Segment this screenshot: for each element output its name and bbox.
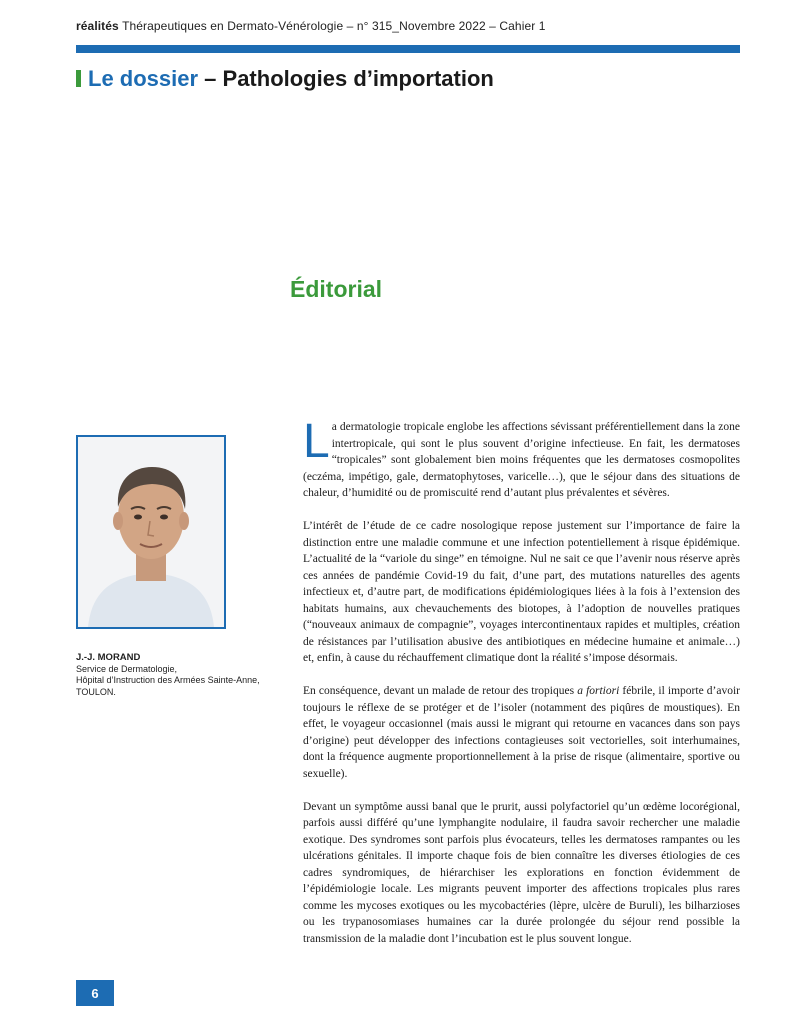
author-photo	[76, 435, 226, 629]
header-rule	[76, 45, 740, 53]
paragraph-2: L’intérêt de l’étude de ce cadre nosologique repose justement sur l’importance de faire la distinction entre une maladie commune et une infection potentiellement à risque épidémique. L’actualité de la “variole du singe” en témoigne. Nul ne sait ce que l’avenir nous réserve après ces années de pandémie Covid-19 du fait, d’une part, des mutations naturelles des agents infectieux et, d’autre part, de modifications épidémiologiques liées à la fois à l’extension des habitats humains, aux chevauchements des biotopes, à l’adoption de nouvelles pratiques (“nouveaux animaux de compagnie”, voyages intercontinentaux rapides et multiples, création de résistances par l’utilisation abusive des antibiotiques en médecine humaine et animale…) et, enfin, à cause du réchauffement climatique dont la réalité s’impose désormais.	[303, 520, 740, 664]
drop-cap: L	[303, 415, 330, 468]
paragraph-1	[303, 415, 740, 502]
author-block	[76, 652, 276, 698]
author-city: TOULON.	[76, 686, 116, 697]
paragraph-1-text: a dermatologie tropicale englobe les affections sévissant préférentiellement dans la zone intertropicale, qui sont le plus souvent d’origine infectieuse. En fait, les dermatoses “tropicales” sont globalement bien moins fréquentes que les dermatoses cosmopolites (eczéma, impétigo, gale, dermatophytoses, varicelle…), que le séjour dans des situations de chaleur, d’humidité ou de promiscuité rend d’autant plus prévalentes et sévères.	[303, 421, 740, 499]
author-affiliation: Service de Dermatologie,	[76, 663, 178, 674]
page-number: 6	[76, 980, 114, 1006]
author-portrait-image	[78, 437, 224, 627]
paragraph-3	[303, 683, 740, 782]
author-name: J.-J. MORAND	[76, 652, 141, 663]
paragraph-4: Devant un symptôme aussi banal que le prurit, aussi polyfactoriel qu’un œdème locorégional, parfois aussi différé qu’une lymphangite nodulaire, il faudra savoir rechercher une maladie exotique. Des syndromes sont parfois plus évocateurs, telles les dermatoses rampantes ou les ulcérations génitales. Il importe chaque fois de bien connaître les diverses étiologies de ces cadres syndromiques, de hiérarchiser les explorations en fonction évidemment de l’épidémiologie locale. Les migrants peuvent importer des affections tropicales plus rares comme les mycoses exotiques ou les mycobactéries (lèpre, ulcère de Buruli), les bilharzioses ou les trypanosomiases humaines car la durée prolongée du séjour rend possible la transmission de la maladie dont l’incubation est le plus souvent longue.	[303, 800, 740, 945]
running-header	[76, 19, 546, 33]
editorial-body	[303, 415, 740, 964]
paragraph-3-end: fébrile, il importe d’avoir toujours le réflexe de se protéger et de l’isoler (notamment des piqûres de moustiques). En effet, le voyageur occasionnel (mais aussi le migrant qui retourne en vacances dans son pays d’origine) peut développer des infections contagieuses soit vectorielles, soit interhumaines, dont la fréquence augmente proportionnellement à la prise de risque (alimentaire, sportive ou sexuelle).	[303, 685, 740, 780]
journal-issue: Thérapeutiques en Dermato-Vénérologie – n° 315_Novembre 2022 – Cahier 1	[122, 19, 546, 33]
dossier-separator: –	[198, 66, 223, 91]
dossier-section: Le dossier	[88, 66, 199, 91]
editorial-heading: Éditorial	[290, 276, 383, 302]
dossier-title	[76, 66, 494, 92]
paragraph-3-italic: a fortiori	[577, 685, 620, 697]
author-hospital: Hôpital d’Instruction des Armées Sainte-Anne,	[76, 675, 260, 685]
journal-brand: réalités	[76, 19, 119, 33]
dossier-topic: Pathologies d’importation	[222, 66, 494, 91]
section-marker	[76, 70, 81, 87]
paragraph-3-start: En conséquence, devant un malade de retour des tropiques	[303, 685, 578, 697]
